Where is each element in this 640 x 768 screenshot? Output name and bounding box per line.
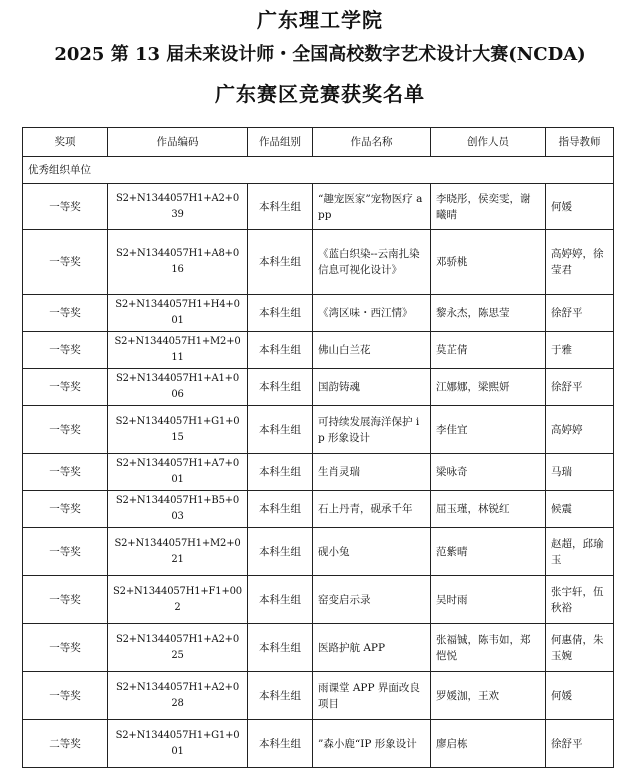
group-cell: 本科生组	[248, 454, 313, 491]
award-cell: 二等奖	[23, 720, 108, 768]
group-cell: 本科生组	[248, 576, 313, 624]
award-cell: 一等奖	[23, 332, 108, 369]
code-cell: S2+N1344057H1+A1+006	[108, 369, 248, 406]
table-row	[23, 332, 614, 369]
award-cell: 一等奖	[23, 184, 108, 230]
table-row	[23, 672, 614, 720]
creators-cell: 黎永杰，陈思莹	[431, 295, 546, 332]
creators-cell: 范紫晴	[431, 528, 546, 576]
advisor-cell: 何惠倩，朱玉婉	[546, 624, 614, 672]
advisor-cell: 徐舒平	[546, 295, 614, 332]
table-row	[23, 624, 614, 672]
group-cell: 本科生组	[248, 491, 313, 528]
code-cell: S2+N1344057H1+G1+015	[108, 406, 248, 454]
creators-cell: 张福铖，陈韦如，郑恺悦	[431, 624, 546, 672]
advisor-cell: 徐舒平	[546, 369, 614, 406]
group-cell: 本科生组	[248, 332, 313, 369]
award-cell: 一等奖	[23, 295, 108, 332]
creators-cell: 邓骄桃	[431, 230, 546, 295]
title-cell: 石上丹青，砚承千年	[313, 491, 431, 528]
creators-cell: 梁咏奇	[431, 454, 546, 491]
code-cell: S2+N1344057H1+M2+021	[108, 528, 248, 576]
advisor-cell: 候震	[546, 491, 614, 528]
col-header-group: 作品组别	[248, 128, 313, 157]
title-cell: 雨课堂 APP 界面改良项目	[313, 672, 431, 720]
table-row	[23, 230, 614, 295]
table-row	[23, 720, 614, 768]
table-row	[23, 491, 614, 528]
creators-cell: 屈玉瑾，林锐红	[431, 491, 546, 528]
creators-cell: 莫芷倩	[431, 332, 546, 369]
creators-cell: 吴时雨	[431, 576, 546, 624]
advisor-cell: 何媛	[546, 672, 614, 720]
title-cell: 佛山白兰花	[313, 332, 431, 369]
table-header-row	[23, 128, 614, 157]
col-header-code: 作品编码	[108, 128, 248, 157]
col-header-creators: 创作人员	[431, 128, 546, 157]
title-cell: 国韵铸魂	[313, 369, 431, 406]
section-row	[23, 157, 614, 184]
code-cell: S2+N1344057H1+A2+025	[108, 624, 248, 672]
award-cell: 一等奖	[23, 230, 108, 295]
award-cell: 一等奖	[23, 672, 108, 720]
title-cell: “趣宠医家”宠物医疗 app	[313, 184, 431, 230]
group-cell: 本科生组	[248, 672, 313, 720]
table-row	[23, 369, 614, 406]
title-cell: 窑变启示录	[313, 576, 431, 624]
table-row	[23, 406, 614, 454]
table-row	[23, 184, 614, 230]
award-cell: 一等奖	[23, 491, 108, 528]
competition-title: 2025 第 13 届未来设计师・全国高校数字艺术设计大赛(NCDA)	[54, 44, 586, 65]
advisor-cell: 高婷婷，徐莹君	[546, 230, 614, 295]
group-cell: 本科生组	[248, 624, 313, 672]
col-header-advisor: 指导教师	[546, 128, 614, 157]
advisor-cell: 高婷婷	[546, 406, 614, 454]
advisor-cell: 何媛	[546, 184, 614, 230]
award-cell: 一等奖	[23, 576, 108, 624]
title-cell: 《湾区味・西江情》	[313, 295, 431, 332]
advisor-cell: 赵超，邱瑜玉	[546, 528, 614, 576]
code-cell: S2+N1344057H1+B5+003	[108, 491, 248, 528]
title-cell: 医路护航 APP	[313, 624, 431, 672]
award-cell: 一等奖	[23, 528, 108, 576]
title-cell: ”森小鹿“IP 形象设计	[313, 720, 431, 768]
awards-table	[22, 127, 614, 768]
advisor-cell: 马瑞	[546, 454, 614, 491]
table-row	[23, 454, 614, 491]
code-cell: S2+N1344057H1+G1+001	[108, 720, 248, 768]
award-cell: 一等奖	[23, 406, 108, 454]
table-row	[23, 295, 614, 332]
title-cell: 《蓝白织染--云南扎染信息可视化设计》	[313, 230, 431, 295]
award-cell: 一等奖	[23, 624, 108, 672]
group-cell: 本科生组	[248, 528, 313, 576]
creators-cell: 李佳宜	[431, 406, 546, 454]
code-cell: S2+N1344057H1+A8+016	[108, 230, 248, 295]
group-cell: 本科生组	[248, 406, 313, 454]
creators-cell: 罗媛泇，王欢	[431, 672, 546, 720]
code-cell: S2+N1344057H1+A7+001	[108, 454, 248, 491]
group-cell: 本科生组	[248, 295, 313, 332]
group-cell: 本科生组	[248, 720, 313, 768]
award-cell: 一等奖	[23, 369, 108, 406]
list-title: 广东赛区竞赛获奖名单	[215, 82, 425, 106]
school-title: 广东理工学院	[257, 8, 383, 32]
award-cell: 一等奖	[23, 454, 108, 491]
section-label: 优秀组织单位	[23, 157, 614, 184]
col-header-title: 作品名称	[313, 128, 431, 157]
advisor-cell: 张宇轩，伍秋裕	[546, 576, 614, 624]
document-header	[0, 0, 640, 110]
group-cell: 本科生组	[248, 230, 313, 295]
code-cell: S2+N1344057H1+F1+002	[108, 576, 248, 624]
title-cell: 砚小兔	[313, 528, 431, 576]
code-cell: S2+N1344057H1+M2+011	[108, 332, 248, 369]
creators-cell: 江娜娜，梁熙妍	[431, 369, 546, 406]
table-row	[23, 576, 614, 624]
advisor-cell: 徐舒平	[546, 720, 614, 768]
creators-cell: 李晓彤，侯奕雯，谢曦晴	[431, 184, 546, 230]
title-cell: 可持续发展海洋保护 ip 形象设计	[313, 406, 431, 454]
table-row	[23, 528, 614, 576]
creators-cell: 廖启栋	[431, 720, 546, 768]
code-cell: S2+N1344057H1+A2+039	[108, 184, 248, 230]
group-cell: 本科生组	[248, 369, 313, 406]
group-cell: 本科生组	[248, 184, 313, 230]
code-cell: S2+N1344057H1+H4+001	[108, 295, 248, 332]
advisor-cell: 于雅	[546, 332, 614, 369]
title-cell: 生肖灵瑞	[313, 454, 431, 491]
code-cell: S2+N1344057H1+A2+028	[108, 672, 248, 720]
col-header-award: 奖项	[23, 128, 108, 157]
